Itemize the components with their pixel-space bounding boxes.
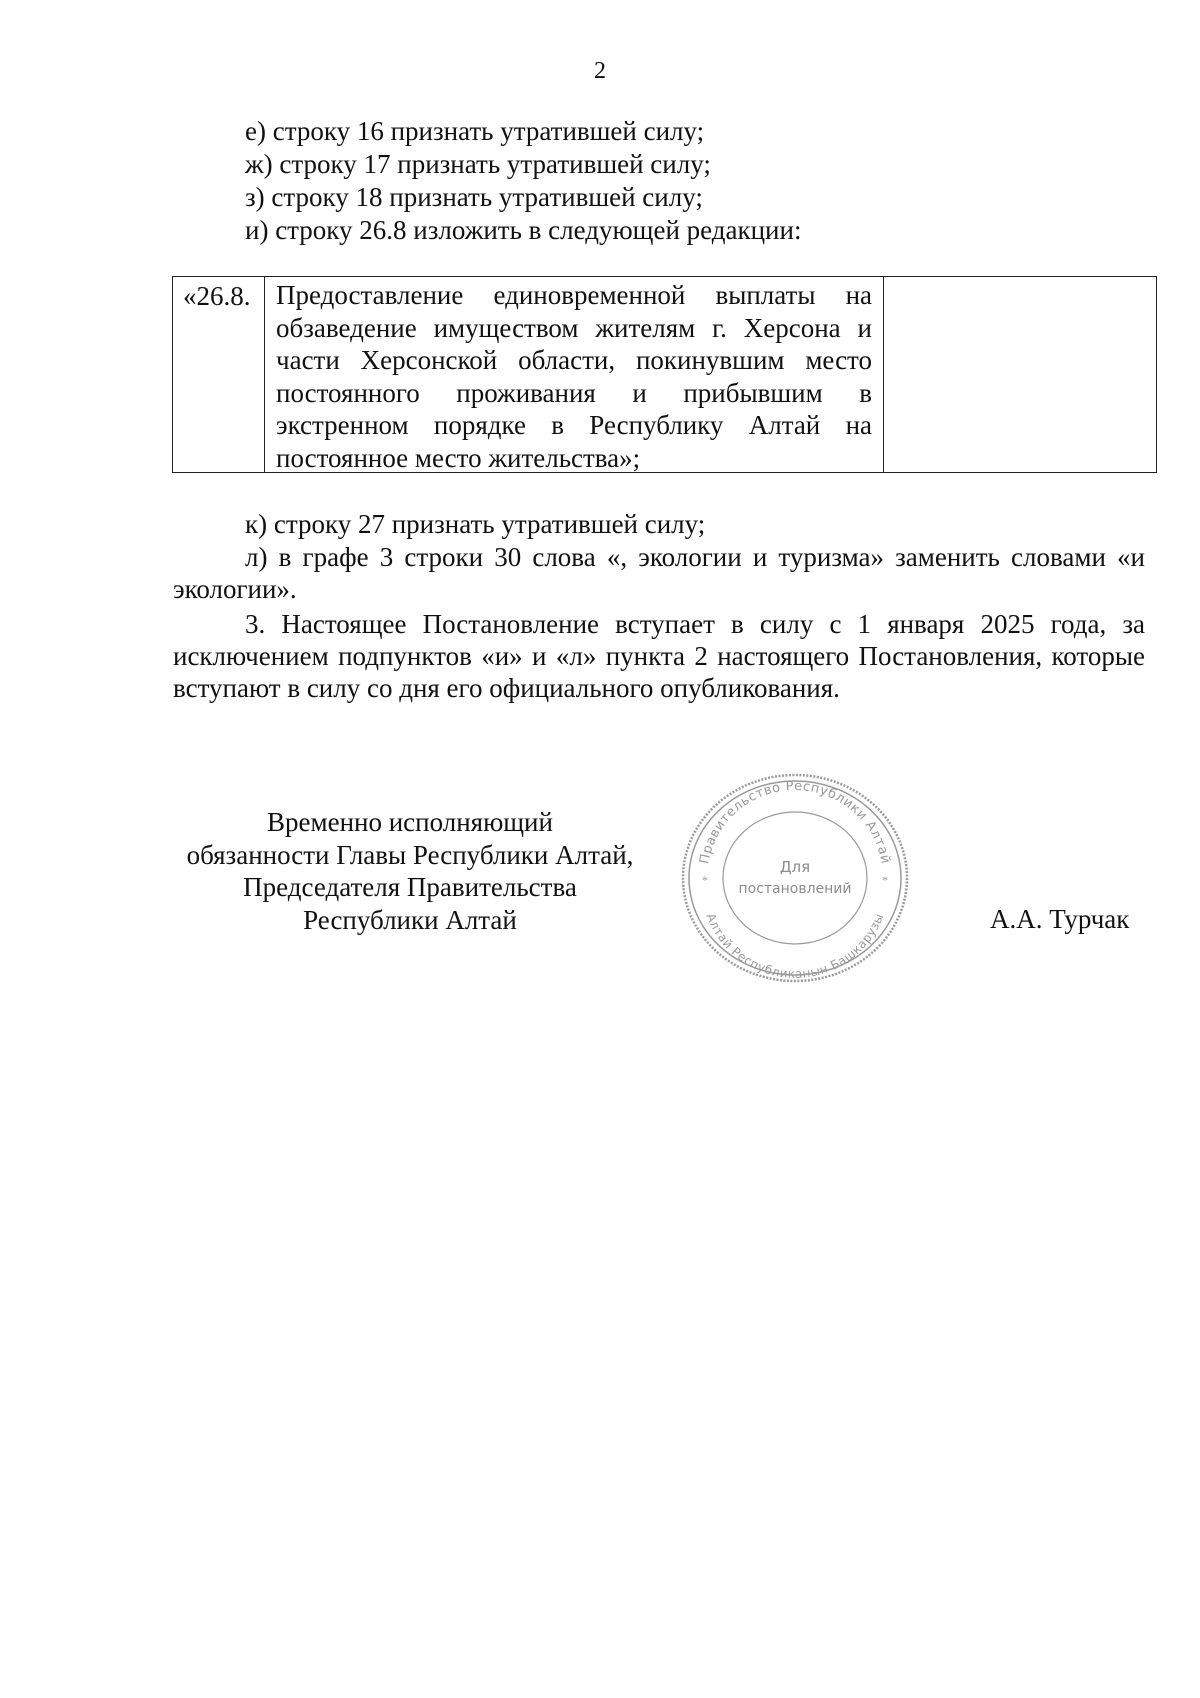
svg-text:Алтай Республиканын Башкарузы xyxy=(704,911,887,981)
item-z: з) строку 18 признать утратившей силу; xyxy=(245,182,703,212)
svg-text:Правительство Республики Алтай xyxy=(697,779,893,865)
stamp-center-line-2: постановлений xyxy=(738,881,852,897)
signature-line-3: Председателя Правительства xyxy=(243,872,577,902)
table-number-cell: «26.8. xyxy=(173,277,265,472)
stamp-rings xyxy=(683,775,907,981)
item-l: л) в графе 3 строки 30 слова «, экологии и туризма» заменить словами «и экологии». xyxy=(173,542,1145,604)
signature-line-4: Республики Алтай xyxy=(303,904,517,935)
item-i: и) строку 26.8 изложить в следующей редакции: xyxy=(245,215,802,245)
page-number: 2 xyxy=(594,58,606,84)
signature-title xyxy=(170,806,650,936)
amendment-table xyxy=(172,276,1157,473)
stamp-center-line-1: Для xyxy=(779,858,811,876)
paragraph-3: 3. Настоящее Постановление вступает в силу с 1 января 2025 года, за исключением подпунктов «и» и «л» пункта 2 настоящего Постановления, которые вступают в силу со дня его официального опубликования. xyxy=(173,609,1145,703)
item-zh: ж) строку 17 признать утратившей силу; xyxy=(245,149,711,179)
stamp-outer-top-text: Правительство Республики Алтай xyxy=(697,778,893,866)
table-empty-cell xyxy=(884,277,1156,472)
item-e: е) строку 16 признать утратившей силу; xyxy=(245,116,705,146)
table-text-cell: Предоставление единовременной выплаты на обзаведение имуществом жителям г. Херсона и части Херсонской области, покинувшим место постоянного проживания и прибывшим в экстренном порядке в Республику Алтай на постоянное место жительства»; xyxy=(265,277,884,472)
signatory-name: А.А. Турчак xyxy=(990,904,1130,934)
signature-line-2: обязанности Главы Республики Алтай, xyxy=(186,839,634,870)
stamp-outer-bottom-text: Алтай Республиканын Башкарузы xyxy=(703,911,887,982)
signature-line-1: Временно исполняющий xyxy=(267,807,553,837)
official-seal-stamp xyxy=(679,772,911,984)
stamp-star-left-icon: * xyxy=(702,873,708,887)
item-k: к) строку 27 признать утратившей силу; xyxy=(245,509,706,539)
stamp-star-right-icon: * xyxy=(882,873,888,887)
